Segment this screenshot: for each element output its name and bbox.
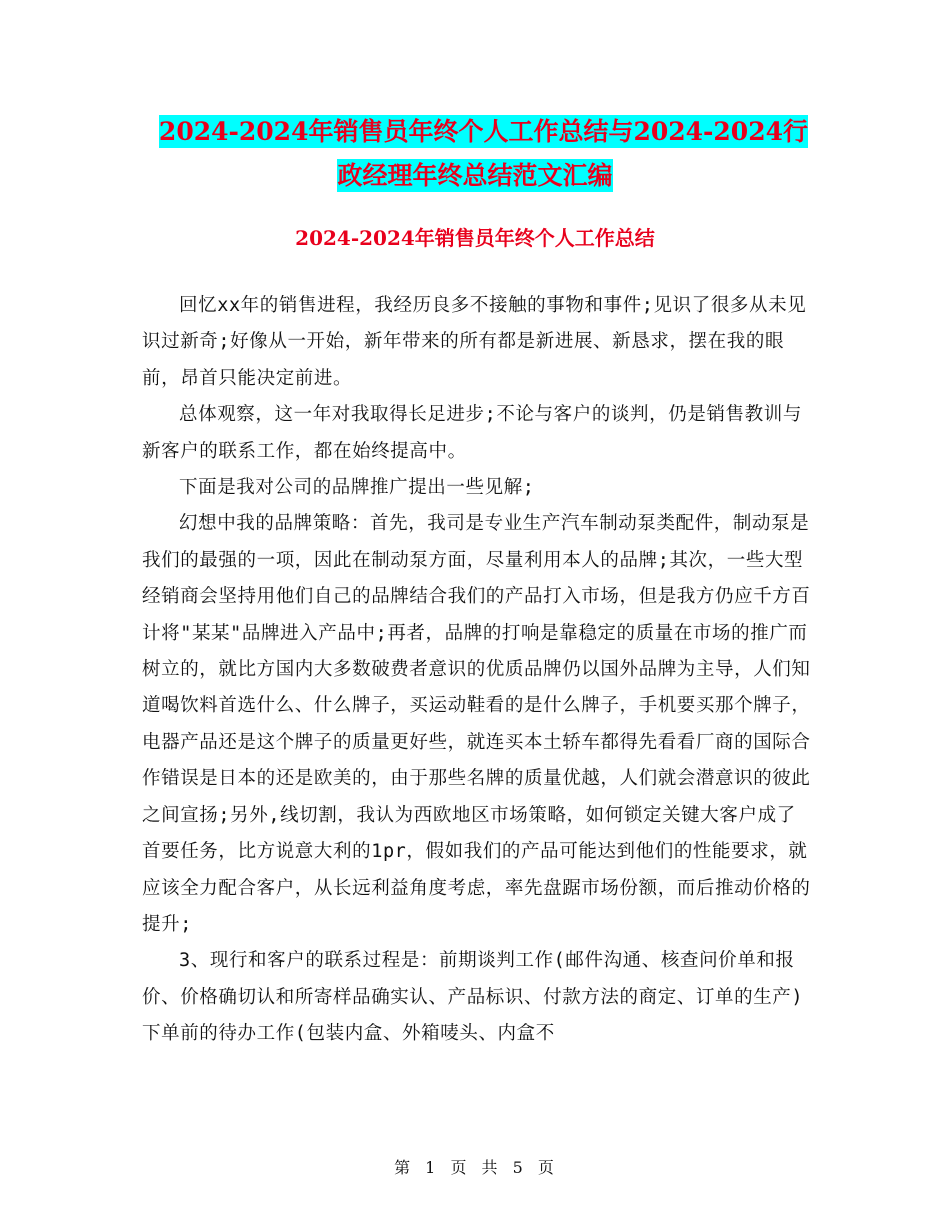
title-line-1: [140, 110, 810, 154]
body-text: [142, 288, 812, 1053]
page-footer: 第 1 页 共 5 页: [394, 1158, 556, 1177]
section-title: 2024-2024年销售员年终个人工作总结: [295, 226, 655, 250]
paragraph: 回忆xx年的销售进程，我经历良多不接触的事物和事件;见识了很多从未见识过新奇;好像从一开始，新年带来的所有都是新进展、新恳求，摆在我的眼前，昂首只能决定前进。: [142, 295, 807, 389]
paragraph: 总体观察，这一年对我取得长足进步;不论与客户的谈判，仍是销售教训与新客户的联系工作，都在始终提高中。: [142, 404, 802, 462]
paragraph: 幻想中我的品牌策略：首先，我司是专业生产汽车制动泵类配件，制动泵是我们的最强的一项，因此在制动泵方面，尽量利用本人的品牌;其次，一些大型经销商会坚持用他们自己的品牌结合我们的产品打入市场，但是我方仍应千方百计将"某某"品牌进入产品中;再者，品牌的打响是靠稳定的质量在市场的推广而树立的，就比方国内大多数破费者意识的优质品牌仍以国外品牌为主导，人们知道喝饮料首选什么、什么牌子，买运动鞋看的是什么牌子，手机要买那个牌子，电器产品还是这个牌子的质量更好些，就连买本土轿车都得先看看厂商的国际合作错误是日本的还是欧美的，由于那些名牌的质量优越，人们就会潜意识的彼此之间宣扬;另外,线切割，我认为西欧地区市场策略，如何锁定关键大客户成了首要任务，比方说意大利的1pr，假如我们的产品可能达到他们的性能要求，就应该全力配合客户，从长远利益角度考虑，率先盘踞市场份额，而后推动价格的提升;: [142, 513, 811, 935]
title-line-2-text: 政经理年终总结范文汇编: [337, 161, 613, 190]
title-line-1-text: 2024-2024年销售员年终个人工作总结与2024-2024行: [158, 117, 808, 146]
paragraph: 3、现行和客户的联系过程是：前期谈判工作(邮件沟通、核查问价单和报价、价格确切认和所寄样品确实认、产品标识、付款方法的商定、订单的生产)下单前的待办工作(包装内盒、外箱唛头、内盒不: [142, 950, 804, 1045]
title-line-2: [140, 154, 810, 198]
paragraph: 下面是我对公司的品牌推广提出一些见解;: [179, 477, 535, 499]
document-title: [140, 110, 810, 198]
